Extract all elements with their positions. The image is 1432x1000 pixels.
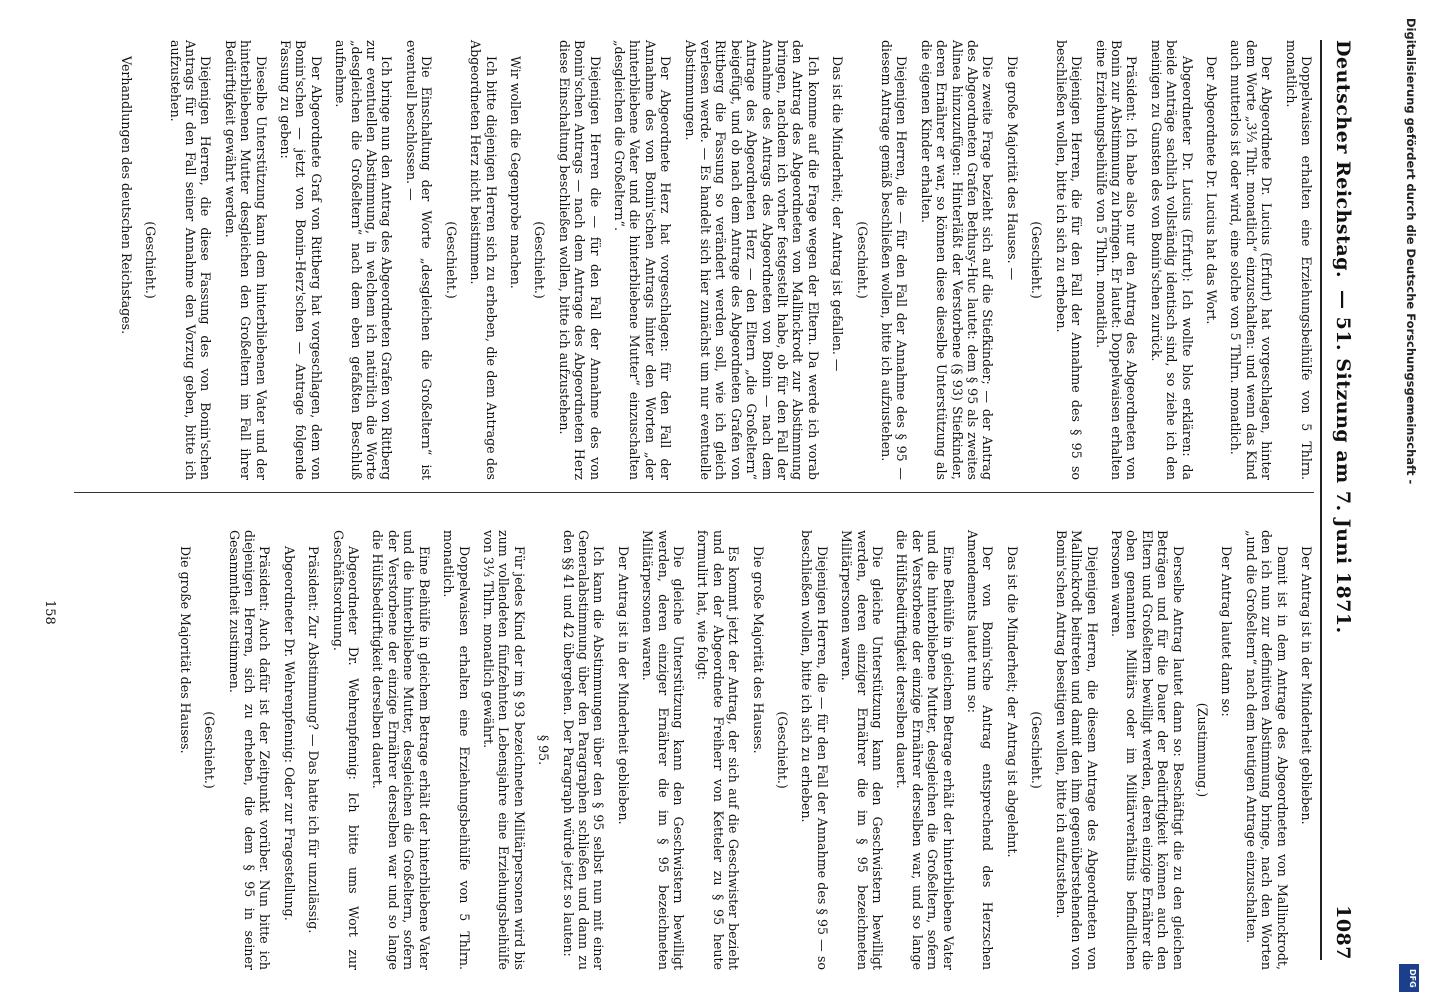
paragraph: Es kommt jetzt der Antrag, der sich auf die Geschwister bezieht und den der Abgeordnete Freiherr von Ketteler zu § 95 heute formulirt hat, wie folgt: [695, 530, 742, 970]
left-text-column [84, 40, 1314, 480]
paragraph: Der Abgeordnete Dr. Lucius hat das Wort. [1203, 56, 1219, 325]
paragraph: (Geschieht.) [532, 221, 548, 299]
paragraph: (Zustimmung.) [1194, 702, 1210, 798]
paragraph: Eine Beihülfe in gleichem Betrage erhält der hinterbliebene Vater und die hinterbliebene Mutter, desgleichen die Großeltern, sofern der Verstorbene der einzige Ernährer derselben war, und so lange die Hülfsbedürftigkeit derselben dauert. [894, 530, 956, 970]
paragraph: Die gleiche Unterstützung kann den Geschwistern bewilligt werden, deren einziger Ernährer die im § 95 bezeichneten Militärpersonen waren. [839, 530, 886, 970]
paragraph: Ich kann die Abstimmungen über den § 95 selbst nun mit einer Generalabstimmung über den Paragraphen schließen und dann zu den §§ 41 und 42 übergehen. Der Paragraph würde jetzt so lauten: [560, 530, 607, 970]
paragraph: Doppelwaisen erhalten eine Erziehungsbeihülfe von 5 Thlrn. monatlich. [441, 530, 472, 970]
paragraph: Der Antrag lautet dann so: [1219, 546, 1235, 717]
digitization-credit: Digitalisierung gefördert durch die Deutsche Forschungsgemeinschaft - [1404, 18, 1418, 485]
paragraph: Die große Majorität des Hauses. [750, 546, 766, 754]
paragraph: Die zweite Frage bezieht sich auf die Stiefkinder; — der Antrag des Abgeordneten Grafen Bethusy-Huc lautet: dem § 95 als zweites Alinea hinzuzufügen: Hinterläßt der Verstorbene (§ 93) Stiefkinder, deren Ernährer er war, so können diese dieselbe Unterstützung als die eigenen Kinder erhalten. [918, 40, 996, 480]
paragraph: Diejenigen Herren, die — für den Fall der Annahme des § 95 — so beschließen wollen, bitte ich sich zu erheben. [799, 530, 830, 970]
paragraph: Der von Bonin'sche Antrag entsprechend des Herzschen Amendements lautet nun so: [965, 530, 996, 970]
paragraph: Abgeordneter Dr. Wehrenpfennig: Oder zur Fragestellung. [281, 546, 297, 921]
header-session: — 51. Sitzung am 7. Juni 1871. [1332, 290, 1354, 634]
paragraph: (Geschieht.) [1029, 711, 1045, 789]
header-page-number: 1087 [1332, 905, 1354, 960]
paragraph: Abgeordneter Dr. Wehrenpfennig: Ich bitte ums Wort zur Geschäftsordnung. [330, 530, 362, 970]
paragraph: Die gleiche Unterstützung kann den Geschwistern bewilligt werden, deren einziger Ernährer die im § 95 bezeichneten Militärpersonen waren. [640, 530, 686, 970]
paragraph: Verhandlungen des deutschen Reichstages. [118, 56, 134, 335]
paragraph: (Geschieht.) [202, 711, 218, 789]
paragraph: § 95. [536, 734, 552, 766]
paragraph: Eine Beihülfe in gleichem Betrage erhält der hinterbliebene Vater und die hinterbliebene Mutter, desgleichen die Großeltern, sofern der Verstorbene der einzige Ernährer derselben war und so lange die Hülfsbedürftigkeit derselben dauert. [370, 530, 432, 970]
paragraph: Der Abgeordnete Herz hat vorgeschlagen: für den Fall der Annahme des von Bonin'schen Antrags hinter den Worten „der hinterbliebene Vater und die hinterbliebene Mutter“ einzuschalten „desgleichen die Großeltern“. [611, 40, 674, 480]
paragraph: Doppelwaisen erhalten eine Erziehungsbeihülfe von 5 Thlrn. monatlich. [1283, 40, 1314, 480]
paragraph: Diejenigen Herren die — für den Fall der Annahme des von Bonin'schen Antrags — nach dem Antrage des Abgeordneten Herz diese Einschaltung beschließen wollen, bitte ich aufzustehen. [556, 40, 603, 480]
paragraph: (Geschieht.) [443, 221, 459, 299]
paragraph: Der Antrag ist in der Minderheit geblieben. [615, 546, 631, 825]
paragraph: Der Abgeordnete Graf von Rittberg hat vorgeschlagen, dem von Bonin'schen — jetzt von Bonin-Herz'schen — Antrage folgende Fassung zu geben: [278, 40, 324, 480]
paragraph: Ich bitte diejenigen Herren sich zu erheben, die dem Antrage des Abgeordneten Herz nicht beistimmen. [468, 40, 499, 480]
paragraph: Die große Majorität des Hauses. [177, 546, 193, 754]
paragraph: Ich bringe nun den Antrag des Abgeordneten Grafen von Rittberg zur eventuellen Abstimmung, in welchem ich natürlich die Worte „desgleichen die Großeltern“ nach dem eben gefaßten Beschluß aufnehme. [333, 40, 395, 480]
paragraph: Ich komme auf die Frage wegen der Eltern. Da werde ich vorab den Antrag des Abgeordneten von Mallinckrodt zur Abstimmung bringen, nachdem ich vorher festgestellt habe, ob für den Fall der Annahme des Antrags des Abgeordneten von Bonin — nach dem Antrage des Abgeordneten Herz — den Eltern „die Großeltern“ beigefügt, und ob nach dem Antrage des Abgeordneten Grafen von Rittberg die Fassung so verändert werden soll, wie ich gleich verlesen werde. — Es handelt sich hier zunächst um nur eventuelle Abstimmungen. [682, 40, 821, 480]
paragraph: Abgeordneter Dr. Lucius (Erfurt): Ich wollte blos erklären: da beide Anträge sachlich vollständig identisch sind, so ziehe ich den meinigen zu Gunsten des von Bonin'schen zurück. [1148, 40, 1195, 480]
folio-number: 158 [42, 600, 57, 625]
paragraph: Diejenigen Herren, die diese Fassung des von Bonin'schen Antrags für den Fall seiner Annahme den Vorzug geben, bitte ich aufzustehen. [167, 40, 214, 480]
right-text-column [84, 530, 1314, 970]
running-header [1324, 40, 1354, 960]
paragraph: Diejenigen Herren, die für den Fall der Annahme des § 95 so beschließen wollen, bitte ich sich zu erheben. [1053, 40, 1085, 480]
header-publication: Deutscher Reichstag. [1332, 40, 1354, 279]
header-rule [1320, 40, 1322, 960]
paragraph: Dieselbe Unterstützung kann dem hinterbliebenen Vater und der hinterbliebenen Mutter desgleichen den Großeltern im Fall ihrer Bedürftigkeit gewährt werden. [222, 40, 269, 480]
paragraph: Das ist die Minderheit; der Antrag ist gefallen. — [830, 56, 846, 372]
paragraph: Damit ist in dem Antrage des Abgeordneten von Mallinckrodt, den ich nun zur definitiven Abstimmung bringe, nach den Worten „und die Großeltern“ nach dem heutigen Antrage einzuschalten. [1243, 530, 1290, 970]
paragraph: Für jedes Kind der im § 93 bezeichneten Militärpersonen wird bis zum vollendeten fünfzehnten Lebensjahre eine Erziehungsbeihülfe von 3⅓ Thlrn. monatlich gewährt. [480, 530, 527, 970]
paragraph: Der Abgeordnete Dr. Lucius (Erfurt) hat vorgeschlagen, hinter dem Worte „3⅓ Thlr. monatlich“ einzuschalten: und wenn das Kind auch mutterlos ist oder wird, eine solche von 5 Thlrn. monatlich. [1228, 40, 1275, 480]
paragraph: Präsident: Ich habe also nur den Antrag des Abgeordneten von Bonin zur Abstimmung zu bringen. Er lautet: Doppelwaisen erhalten eine Erziehungsbeihülfe von 5 Thlrn. monatlich. [1093, 40, 1140, 480]
paragraph: Derselbe Antrag lautet dann so: Beschäftigt die zu den gleichen Beträgen und für die Dauer der Bedürftigkeit können auch den Eltern und Großeltern bewilligt werden, deren einzige Ernährer die oben genannten Militärs oder im Militärverhältnis befindlichen Personen waren. [1108, 530, 1186, 970]
paragraph: Der Antrag ist in der Minderheit geblieben. [1299, 546, 1314, 825]
paragraph: Die große Majorität des Hauses. — [1004, 56, 1020, 281]
paragraph: (Geschieht.) [1029, 221, 1045, 299]
paragraph: Wir wollen die Gegenprobe machen. [507, 56, 523, 289]
paragraph: Präsident: Auch dafür ist der Zeitpunkt vorüber. Nun bitte ich diejenigen Herren, sich zu erheben, die dem § 95 in seiner Gesammtheit zustimmen. [226, 530, 273, 970]
paragraph: (Geschieht.) [775, 711, 791, 789]
column-divider [74, 492, 1314, 493]
paragraph: Die Einschaltung der Worte „desgleichen die Großeltern“ ist eventuell beschlossen. — [403, 40, 435, 480]
paragraph: (Geschieht.) [143, 221, 159, 299]
paragraph: (Geschieht.) [854, 221, 870, 299]
paragraph: Diejenigen Herren, die diesem Antrage des Abgeordneten von Mallinckrodt beitreten und damit den ihm gegenüberstehenden von Bonin'schen Antrag beseitigen wollen, bitte ich aufzustehen. [1053, 530, 1100, 970]
dfg-logo: DFG [1399, 964, 1419, 992]
paragraph: Präsident: Zur Abstimmung? — Das hatte ich für unzulässig. [306, 546, 322, 934]
paragraph: Das ist die Minderheit; der Antrag ist abgelehnt. [1004, 546, 1020, 858]
paragraph: Diejenigen Herren, die — für den Fall der Annahme des § 95 — diesem Antrage gemäß beschließen wollen, bitte ich aufzustehen. [879, 40, 910, 480]
